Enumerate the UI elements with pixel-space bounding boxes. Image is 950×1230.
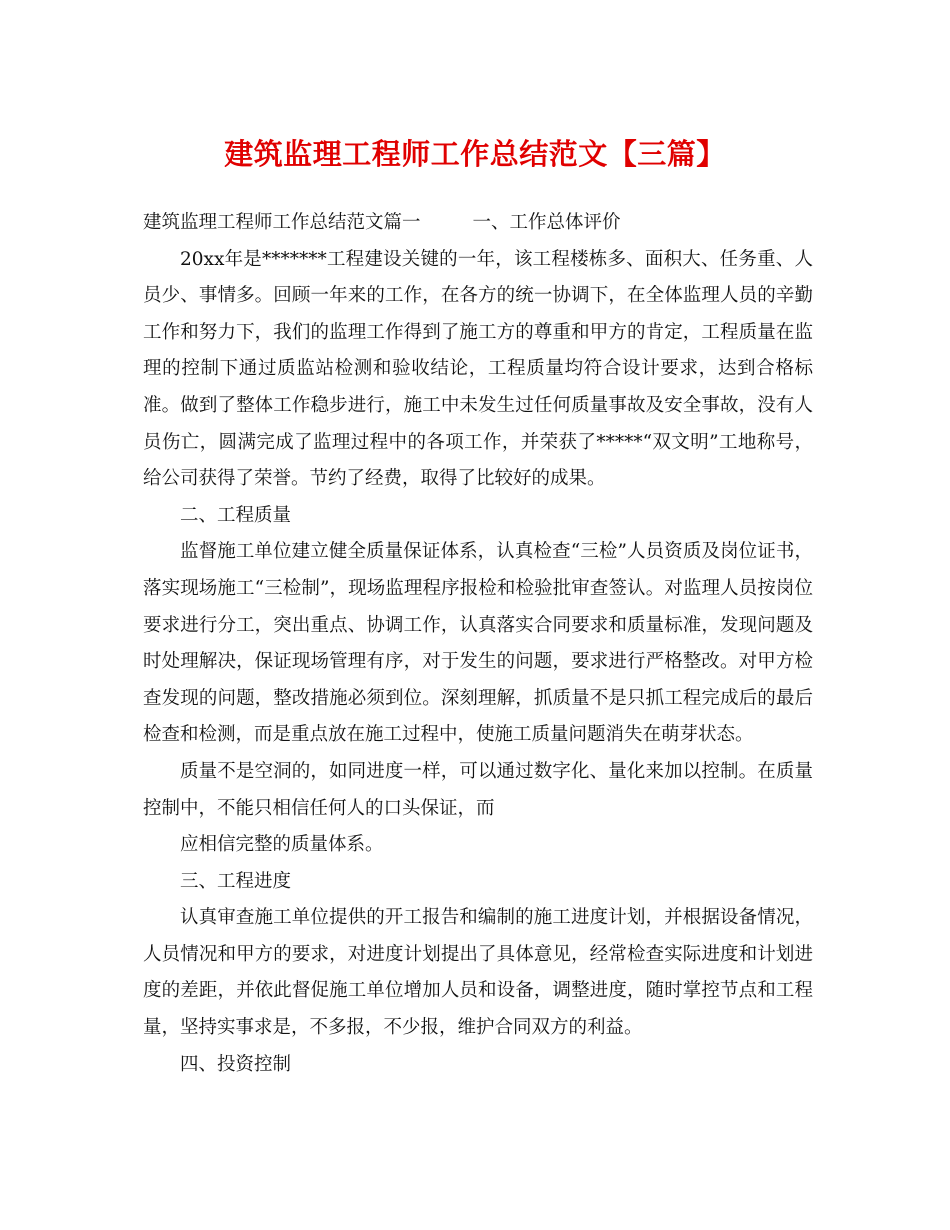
first-line — [143, 205, 813, 242]
document-title: 建筑监理工程师工作总结范文【三篇】 — [224, 137, 726, 171]
document-body — [143, 205, 813, 1083]
section2-paragraph-3: 应相信完整的质量体系。 — [180, 834, 384, 856]
section1-heading: 一、工作总体评价 — [472, 212, 621, 233]
section4-heading: 四、投资控制 — [180, 1053, 292, 1075]
article-heading: 建筑监理工程师工作总结范文篇一 — [143, 212, 421, 233]
section2-paragraph-2: 质量不是空洞的，如同进度一样，可以通过数字化、量化来加以控制。在质量控制中，不能只相信任何人的口头保证，而 — [143, 760, 813, 819]
section3-heading: 三、工程进度 — [180, 870, 292, 892]
section1-paragraph: 20xx年是*******工程建设关键的一年，该工程楼栋多、面积大、任务重、人员少、事情多。回顾一年来的工作，在各方的统一协调下，在全体监理人员的辛勤工作和努力下，我们的监理工作得到了施工方的尊重和甲方的肯定，工程质量在监理的控制下通过质监站检测和验收结论，工程质量均符合设计要求，达到合格标准。做到了整体工作稳步进行，施工中未发生过任何质量事故及安全事故，没有人员伤亡，圆满完成了监理过程中的各项工作，并荣获了*****“双文明”工地称号，给公司获得了荣誉。节约了经费，取得了比较好的成果。 — [143, 248, 813, 490]
section2-heading: 二、工程质量 — [180, 504, 292, 526]
section3-paragraph: 认真审查施工单位提供的开工报告和编制的施工进度计划，并根据设备情况，人员情况和甲方的要求，对进度计划提出了具体意见，经常检查实际进度和计划进度的差距，并依此督促施工单位增加人员和设备，调整进度，随时掌控节点和工程量，坚持实事求是，不多报，不少报，维护合同双方的利益。 — [143, 907, 813, 1039]
section2-paragraph-1: 监督施工单位建立健全质量保证体系，认真检查“三检”人员资质及岗位证书，落实现场施工“三检制”，现场监理程序报检和检验批审查签认。对监理人员按岗位要求进行分工，突出重点、协调工作，认真落实合同要求和质量标准，发现问题及时处理解决，保证现场管理有序，对于发生的问题，要求进行严格整改。对甲方检查发现的问题，整改措施必须到位。深刻理解，抓质量不是只抓工程完成后的最后检查和检测，而是重点放在施工过程中，使施工质量问题消失在萌芽状态。 — [143, 541, 813, 746]
